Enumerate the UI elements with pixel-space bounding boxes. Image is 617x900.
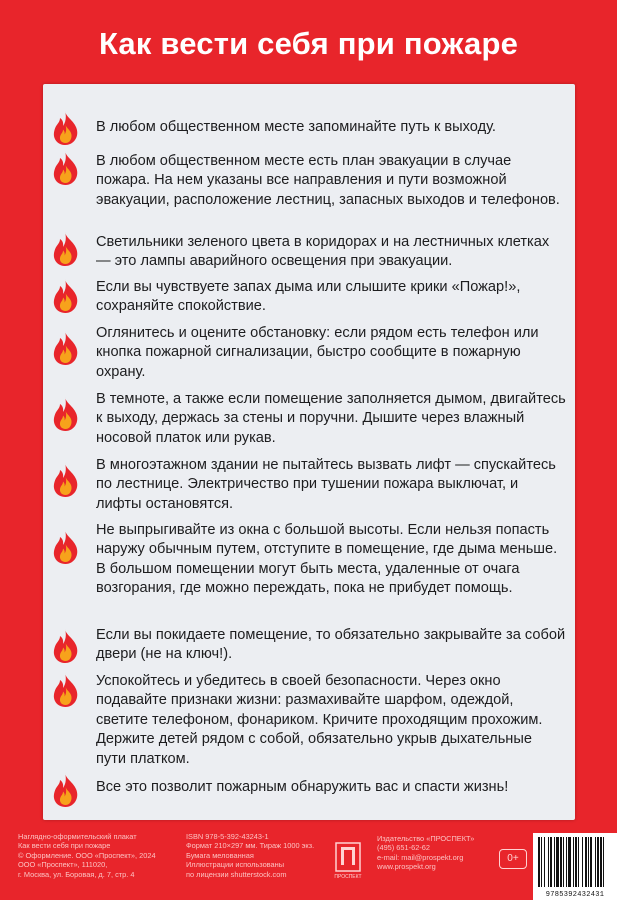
flame-icon [51,628,81,664]
rule-text: Если вы чувствуете запах дыма или слышите крики «Пожар!», сохраняйте спокойствие. [96,279,521,315]
age-rating-badge: 0+ [499,849,527,869]
rule-text: Оглянитесь и оцените обстановку: если рядом есть телефон или кнопка пожарной сигнализации, быстро сообщите в пожарную охрану. [96,325,539,380]
print-specs: ISBN 978-5-392-43243-1 Формат 210×297 мм. Тираж 1000 экз. Бумага мелованная Иллюстрации использованы по лицензии shutterstock.com [186,832,315,879]
rule-text: В многоэтажном здании не пытайтесь вызвать лифт — спускайтесь по лестнице. Электричество при тушении пожара выключат, и лифты остановятся. [96,457,556,512]
rule-text: Все это позволит пожарным обнаружить вас и спасти жизнь! [96,779,509,795]
flame-icon [51,330,81,366]
flame-icon [51,529,81,565]
poster-title: Как вести себя при пожаре [98,26,519,61]
rule-text: В любом общественном месте запоминайте путь к выходу. [96,119,496,135]
poster-footer [0,822,617,900]
imprint-info: Наглядно-оформительский плакат Как вести себя при пожаре © Оформление. ООО «Проспект», 2024 ООО «Проспект», 111020, г. Москва, ул. Боровая, д. 7, стр. 4 [18,832,156,879]
barcode [533,833,617,900]
publisher-logo-label: ПРОСПЕКТ [334,874,362,880]
book-logo-icon [335,842,361,872]
barcode-number: 9785392432431 [545,891,605,899]
rule-text: В темноте, а также если помещение заполняется дымом, двигайтесь к выходу, держась за стены и поручни. Дышите через влажный носовой платок или рукав. [96,391,566,446]
flame-icon [51,231,81,267]
flame-icon [51,278,81,314]
rule-text: Если вы покидаете помещение, то обязательно закрывайте за собой двери (не на ключ!). [96,627,566,663]
rule-text: В любом общественном месте есть план эвакуации в случае пожара. На нем указаны все направления и пути возможной эвакуации, расположение лестниц, запасных выходов и телефонов. [96,153,560,208]
rule-text: Светильники зеленого цвета в коридорах и на лестничных клетках — это лампы аварийного освещения при эвакуации. [96,234,550,270]
publisher-contacts: Издательство «ПРОСПЕКТ» (495) 651-62-62 e-mail: mail@prospekt.org www.prospekt.org [377,834,475,872]
rules-panel [43,84,575,820]
flame-icon [51,672,81,708]
rule-text: Успокойтесь и убедитесь в своей безопасности. Через окно подавайте признаки жизни: размахивайте шарфом, одеждой, светите телефоном, фонариком. Кричите проходящим прохожим. Держите детей рядом с собой, обязательно укрыв дыхательные пути платком. [96,673,543,767]
flame-icon [51,772,81,808]
rule-text: Не выпрыгивайте из окна с большой высоты. Если нельзя попасть наружу обычным путем, отступите в помещение, где дыма меньше. В большом помещении могут быть места, удаленные от очага возгорания, где можно переждать, пока не прибудет помощь. [96,522,558,597]
barcode-bars [537,837,613,887]
flame-icon [51,110,81,146]
flame-icon [51,150,81,186]
flame-icon [51,396,81,432]
flame-icon [51,462,81,498]
